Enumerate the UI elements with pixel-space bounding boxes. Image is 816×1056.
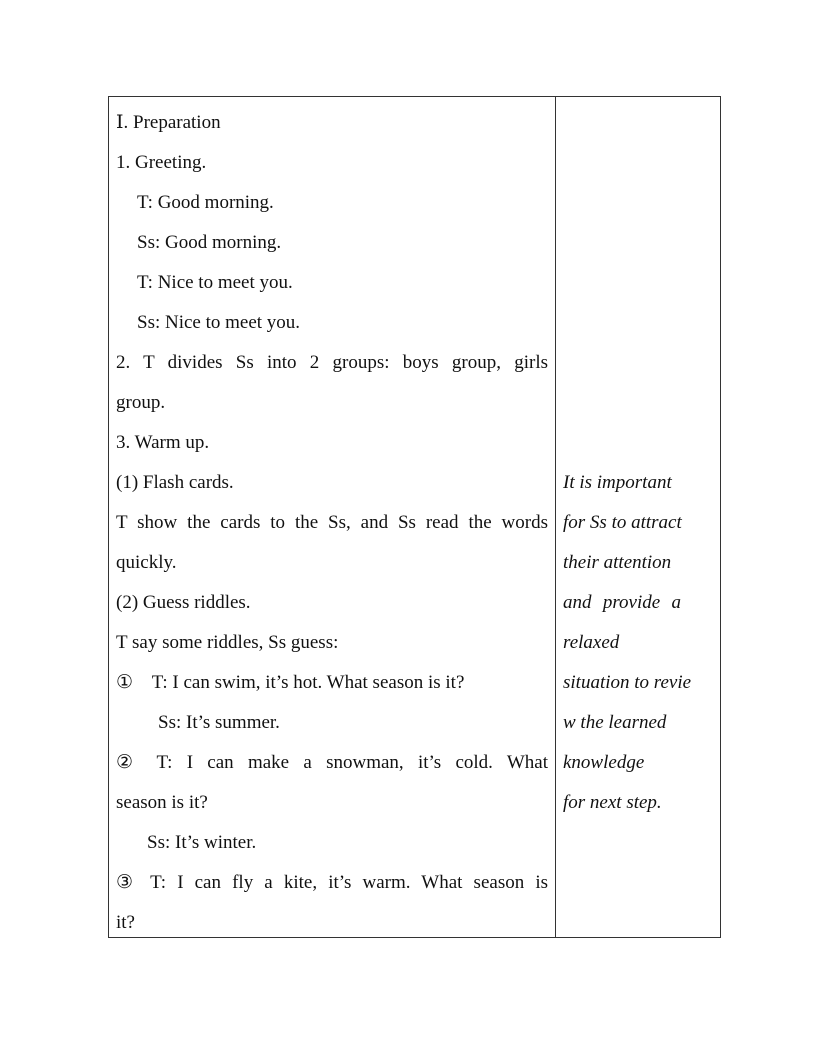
purpose-line: relaxed [563,632,620,653]
riddle-2: ② T: I can make a snowman, it’s cold. What [116,752,548,773]
procedure-cell [109,97,555,937]
riddle-1: ① T: I can swim, it’s hot. What season is it? [116,672,465,693]
step-warm-up: 3. Warm up. [116,432,210,453]
riddle-2-cont: season is it? [116,792,208,813]
purpose-line: knowledge [563,752,645,773]
step-groups: 2. T divides Ss into 2 groups: boys group, girls [116,352,548,373]
purpose-line: situation to revie [563,672,692,693]
riddles-desc: T say some riddles, Ss guess: [116,632,339,653]
step-greeting: 1. Greeting. [116,152,207,173]
purpose-line: for Ss to attract [563,512,682,533]
dialogue-line: T: Good morning. [137,192,274,213]
section-heading: Ⅰ. Preparation [116,112,221,133]
riddle-3: ③ T: I can fly a kite, it’s warm. What season is [116,872,548,893]
flash-cards-desc: T show the cards to the Ss, and Ss read the words [116,512,548,533]
riddle-1-answer: Ss: It’s summer. [158,712,280,733]
riddle-2-answer: Ss: It’s winter. [147,832,257,853]
dialogue-line: T: Nice to meet you. [137,272,293,293]
purpose-line: their attention [563,552,672,573]
substep-flash-cards: (1) Flash cards. [116,472,234,493]
riddle-3-cont: it? [116,912,135,933]
lesson-plan-table [108,96,721,938]
purpose-line: w the learned [563,712,667,733]
dialogue-line: Ss: Good morning. [137,232,282,253]
step-groups-cont: group. [116,392,166,413]
flash-cards-desc-cont: quickly. [116,552,177,573]
purpose-line: for next step. [563,792,662,813]
dialogue-line: Ss: Nice to meet you. [137,312,301,333]
substep-guess-riddles: (2) Guess riddles. [116,592,251,613]
purpose-cell [556,97,720,937]
purpose-line: It is important [563,472,672,493]
purpose-line: and provide a [563,592,681,613]
